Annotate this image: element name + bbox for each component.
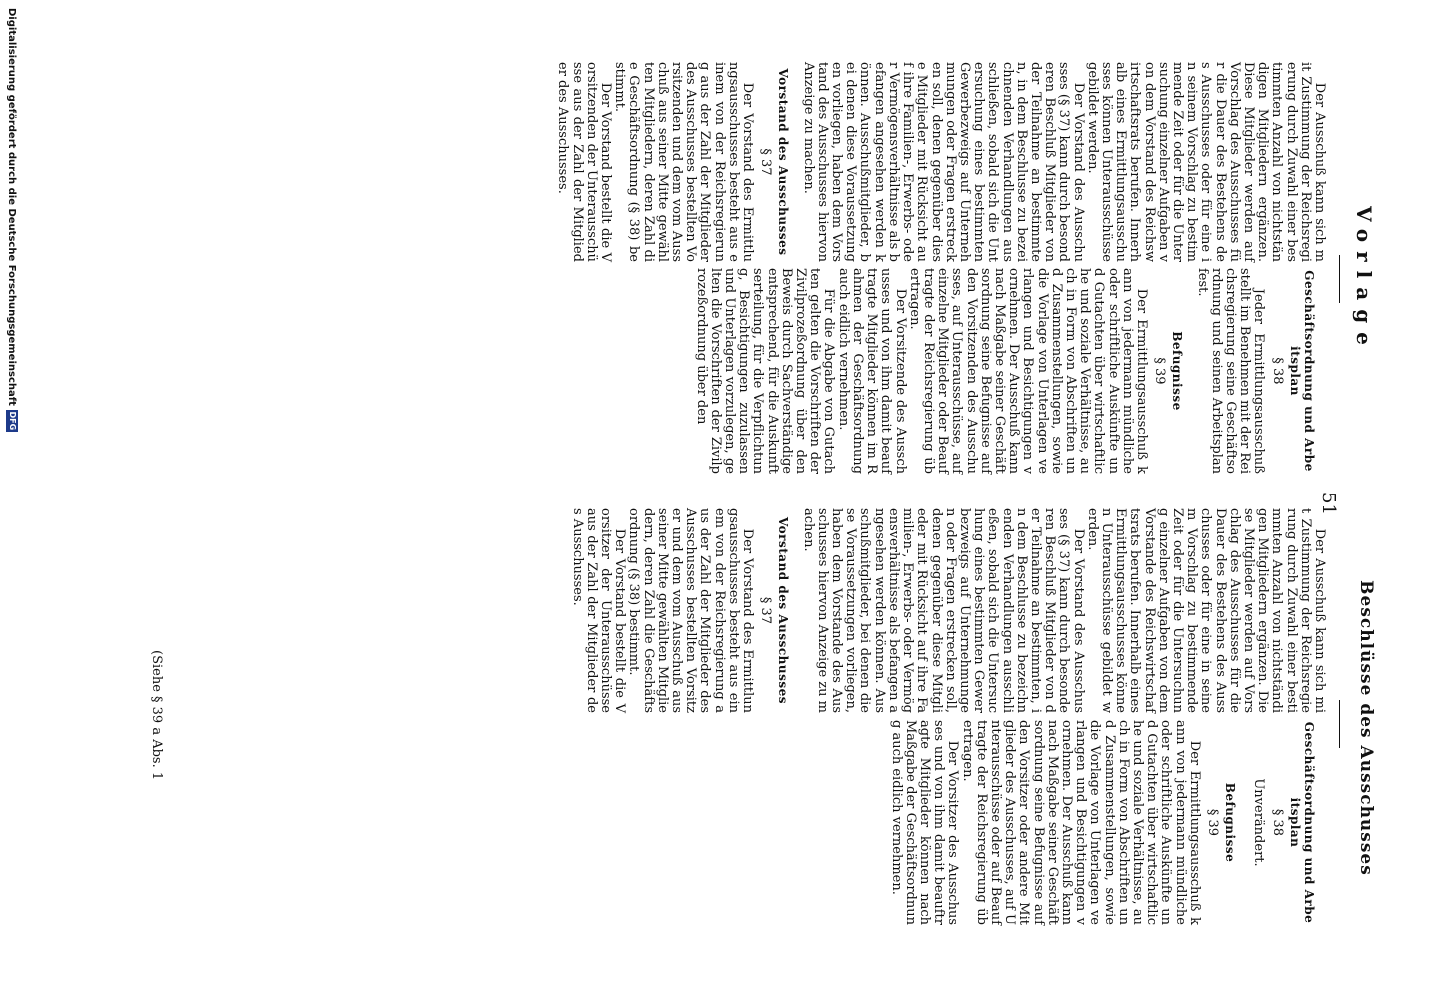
left-paragraph-7: Der Vorsitzende des Ausschusses und von ihm damit beauftragte Mitglieder können im Rahmen der Geschäftsordnung auch eidlich vernehmen. (835, 268, 908, 474)
footer-text: Digitalisierung gefördert durch die Deutsche Forschungsgemeinschaft (6, 8, 18, 406)
right-unchanged-note: Unverändert. (1251, 778, 1267, 867)
page-number: 51 (1318, 492, 1339, 515)
right-section-39: § 39 (1204, 808, 1220, 837)
left-paragraph-5: Jeder Ermittlungsausschuß stellt im Benehmen mit der Reichsregierung seine Geschäftsordnung und seinen Arbeitsplan fest. (1194, 268, 1267, 474)
left-section-39: § 39 (1152, 357, 1168, 385)
left-paragraph-1: Der Ausschuß kann sich mit Zustimmung der Reichsregierung durch Zuwahl einer bestimmten Anzahl von nichtständigen Mitgliedern ergänzen. Diese Mitglieder werden auf Vorschlag des Ausschusses für die Dauer des Bestehens des Ausschusses oder für eine in seinem Vorschlag zu bestimmende Zeit oder für die Untersuchung einzelner Aufgaben von dem Vorstand des Reichswirtschaftsrats berufen. Innerhalb eines Ermittlungsausschusses können Unterausschüsse gebildet werden. (1084, 62, 1327, 262)
digitization-footer (6, 0, 18, 1008)
right-paragraph-6: Der Ermittlungsausschuß kann von jedermann mündliche oder schriftliche Auskünfte und Gutachten über wirtschaftliche und soziale Verhältnisse, auch in Form von Abschriften und Zusammenstellungen, sowie die Vorlage von Unterlagen verlangen und Besichtigungen vornehmen. Der Ausschuß kann nach Maßgabe seiner Geschäftsordnung seine Befugnisse auf den Vorsitzer oder andere Mitglieder des Ausschusses, auf Unterausschüsse oder auf Beauftragte der Reichsregierung übertragen. (959, 720, 1202, 925)
see-reference: (Siehe § 39 a Abs. 1 (149, 650, 164, 781)
right-header-rule (1339, 700, 1340, 748)
left-paragraph-4: Der Vorstand bestellt die Vorsitzenden der Unterausschüsse aus der Zahl der Mitglieder des Ausschusses. (555, 62, 614, 262)
left-column-upper (555, 62, 1327, 262)
right-heading-befugnisse: Befugnisse (1223, 782, 1238, 863)
right-heading-geschaeftsordnung: Geschäftsordnung und Arbeitsplan (1287, 721, 1316, 924)
right-section-37: § 37 (758, 596, 774, 625)
left-header: Vorlage (1352, 206, 1376, 354)
right-column-upper (569, 508, 1327, 713)
right-column-lower (626, 720, 1326, 925)
right-heading-vorstand: Vorstand des Ausschusses (776, 516, 791, 705)
right-paragraph-4: Der Vorstand bestellt die Vorsitzer der Unterausschüsse aus der Zahl der Mitglieder des Ausschusses. (569, 508, 628, 713)
left-paragraph-2: Der Vorstand des Ausschusses (§ 37) kann durch besonderen Beschluß Mitglieder von der Teilnahme an bestimmten, in dem Beschlusse zu bezeichnenden Verhandlungen ausschließen, sobald sich die Untersuchung eines bestimmten Gewerbezweigs auf Unternehmungen oder Fragen erstrecken soll, denen gegenüber diese Mitglieder mit Rücksicht auf ihre Familien-, Erwerbs- oder Vermögensverhältnisse als befangen angesehen werden können. Ausschußmitglieder, bei denen diese Voraussetzungen vorliegen, haben dem Vorstand des Ausschusses hiervon Anzeige zu machen. (800, 62, 1086, 262)
left-paragraph-6: Der Ermittlungsausschuß kann von jedermann mündliche oder schriftliche Auskünfte und Gutachten über wirtschaftliche und soziale Verhältnisse, auch in Form von Abschriften und Zusammenstellungen, sowie die Vorlage von Unterlagen verlangen und Besichtigungen vornehmen. Der Ausschuß kann nach Maßgabe seiner Geschäftsordnung seine Befugnisse auf den Vorsitzenden des Ausschusses, auf Unterausschüsse, auf einzelne Mitglieder oder Beauftragte der Reichsregierung übertragen. (906, 268, 1149, 474)
right-paragraph-2: Der Vorstand des Ausschusses (§ 37) kann durch besonderen Beschluß Mitglieder von der Teilnahme an bestimmten, in dem Beschlusse zu bezeichnenden Verhandlungen ausschließen, sobald sich die Untersuchung eines bestimmten Gewerbezweigs auf Unternehmungen oder Fragen erstrecken soll, denen gegenüber diese Mitglieder mit Rücksicht auf ihre Familien-, Erwerbs- oder Vermögensverhältnisse als befangen angesehen werden können. Ausschußmitglieder, bei denen diese Voraussetzungen vorliegen, haben dem Vorstande des Ausschusses hiervon Anzeige zu machen. (800, 508, 1086, 713)
left-heading-vorstand: Vorstand des Ausschusses (776, 68, 791, 256)
right-header: Beschlüsse des Ausschusses (1356, 580, 1376, 876)
left-heading-befugnisse: Befugnisse (1170, 331, 1185, 411)
right-paragraph-1: Der Ausschuß kann sich mit Zustimmung der Reichsregierung durch Zuwahl einer bestimmten Anzahl von nichtständigen Mitgliedern ergänzen. Diese Mitglieder werden auf Vorschlag des Ausschusses für die Dauer des Bestehens des Ausschusses oder für eine in seinem Vorschlag zu bestimmende Zeit oder für die Untersuchung einzelner Aufgaben von dem Vorstande des Reichswirtschaftsrats berufen. Innerhalb eines Ermittlungsausschusses können Unterausschüsse gebildet werden. (1084, 508, 1327, 713)
dfg-logo-icon: DFG (8, 411, 17, 431)
left-section-38: § 38 (1269, 357, 1285, 385)
left-section-37: § 37 (758, 148, 774, 176)
right-section-38: § 38 (1269, 808, 1285, 837)
right-paragraph-7: Der Vorsitzer des Ausschusses und von ihm damit beauftragte Mitglieder können nach Maßgabe der Geschäftsordnung auch eidlich vernehmen. (888, 720, 961, 925)
right-paragraph-3: Der Vorstand des Ermittlungsausschusses besteht aus einem von der Reichsregierung aus der Zahl der Mitglieder des Ausschusses bestellten Vorsitzer und dem vom Ausschuß aus seiner Mitte gewählten Mitgliedern, deren Zahl die Geschäftsordnung (§ 38) bestimmt. (626, 508, 756, 713)
left-column-lower (678, 268, 1326, 474)
left-heading-geschaeftsordnung: Geschäftsordnung und Arbeitsplan (1287, 270, 1316, 472)
left-paragraph-8: Für die Abgabe von Gutachten gelten die Vorschriften der Zivilprozeßordnung über den Beweis durch Sachverständige entsprechend, für die Auskunftserteilung, für die Verpflichtung, Besichtigungen zuzulassen und Unterlagen vorzulegen, gelten die Vorschriften der Zivilprozeßordnung über den (693, 268, 837, 474)
left-paragraph-3: Der Vorstand des Ermittlungsausschusses besteht aus einem von der Reichsregierung aus der Zahl der Mitglieder des Ausschusses bestellten Vorsitzenden und dem vom Ausschuß aus seiner Mitte gewählten Mitgliedern, deren Zahl die Geschäftsordnung (§ 38) bestimmt. (612, 62, 756, 262)
left-header-rule (1339, 255, 1340, 303)
